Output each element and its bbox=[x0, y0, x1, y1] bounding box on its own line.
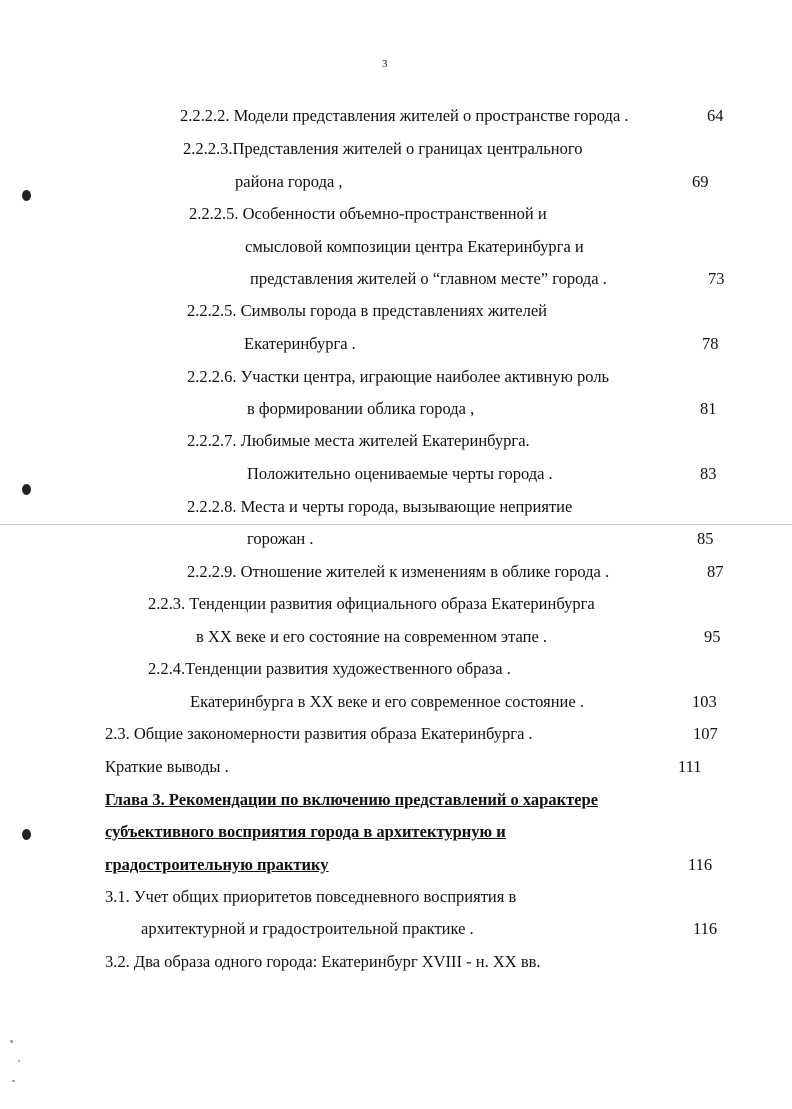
scan-speck bbox=[10, 1040, 13, 1043]
toc-entry-page: 103 bbox=[692, 692, 717, 711]
toc-entry-text: 2.2.2.6. Участки центра, играющие наиболее активную роль bbox=[187, 367, 610, 386]
punch-hole-icon bbox=[22, 484, 31, 495]
toc-entry-text: архитектурной и градостроительной практике . bbox=[141, 919, 474, 938]
toc-entry-page: 64 bbox=[707, 106, 724, 125]
toc-entry-text: Положительно оцениваемые черты города . bbox=[247, 464, 553, 483]
toc-entry-text: в формировании облика города , bbox=[247, 399, 475, 418]
toc-entry-text: района города , bbox=[235, 172, 343, 191]
toc-entry-page: 107 bbox=[693, 724, 718, 743]
page-number: 3 bbox=[382, 58, 388, 70]
toc-entry-text: 2.2.2.3.Представления жителей о границах центрального bbox=[183, 139, 583, 158]
scan-speck bbox=[12, 1080, 15, 1082]
punch-hole-icon bbox=[22, 190, 31, 201]
toc-entry-page: 81 bbox=[700, 399, 717, 418]
chapter-heading: субъективного восприятия города в архитектурную и bbox=[105, 822, 506, 841]
toc-entry-text: 2.2.2.8. Места и черты города, вызывающие неприятие bbox=[187, 497, 573, 516]
toc-entry-text: Екатеринбурга в XX веке и его современное состояние . bbox=[190, 692, 584, 711]
toc-entry-page: 116 bbox=[693, 919, 718, 938]
toc-entry-text: 2.3. Общие закономерности развития образа Екатеринбурга . bbox=[105, 724, 533, 743]
toc-entry-text: 2.2.2.5. Особенности объемно-пространственной и bbox=[189, 204, 547, 223]
toc-entry-text: 2.2.4.Тенденции развития художественного образа . bbox=[148, 659, 511, 678]
toc-entry-page: 85 bbox=[697, 529, 714, 548]
toc-entry-text: 2.2.3. Тенденции развития официального образа Екатеринбурга bbox=[148, 594, 595, 613]
toc-entry-text: 3.2. Два образа одного города: Екатеринбург XVIII - н. XX вв. bbox=[105, 952, 541, 971]
scan-line bbox=[0, 524, 792, 525]
toc-entry-text: Краткие выводы . bbox=[105, 757, 229, 776]
toc-entry-page: 69 bbox=[692, 172, 709, 191]
chapter-heading: градостроительную практику bbox=[105, 855, 329, 874]
toc-entry-text: 3.1. Учет общих приоритетов повседневного восприятия в bbox=[105, 887, 517, 906]
chapter-heading: Глава 3. Рекомендации по включению представлений о характере bbox=[105, 790, 599, 809]
toc-entry-page: 95 bbox=[704, 627, 721, 646]
toc-entry-text: в XX веке и его состояние на современном этапе . bbox=[196, 627, 548, 646]
toc-entry-text: 2.2.2.9. Отношение жителей к изменениям в облике города . bbox=[187, 562, 610, 581]
scan-speck bbox=[18, 1060, 20, 1062]
toc-entry-page: 78 bbox=[702, 334, 719, 353]
toc-entry-text: представления жителей о “главном месте” города . bbox=[250, 269, 607, 288]
toc-entry-text: 2.2.2.5. Символы города в представлениях жителей bbox=[187, 301, 547, 320]
toc-entry-page: 73 bbox=[708, 269, 725, 288]
toc-entry-page: 111 bbox=[678, 757, 702, 776]
punch-hole-icon bbox=[22, 829, 31, 840]
toc-entry-page: 83 bbox=[700, 464, 717, 483]
toc-entry-text: 2.2.2.7. Любимые места жителей Екатеринбурга. bbox=[187, 431, 530, 450]
toc-entry-page: 87 bbox=[707, 562, 724, 581]
toc-entry-text: горожан . bbox=[247, 529, 314, 548]
toc-entry-text: 2.2.2.2. Модели представления жителей о пространстве города . bbox=[180, 106, 629, 125]
toc-entry-text: Екатеринбурга . bbox=[244, 334, 356, 353]
toc-entry-page: 116 bbox=[688, 855, 713, 874]
toc-entry-text: смысловой композиции центра Екатеринбурга и bbox=[245, 237, 584, 256]
